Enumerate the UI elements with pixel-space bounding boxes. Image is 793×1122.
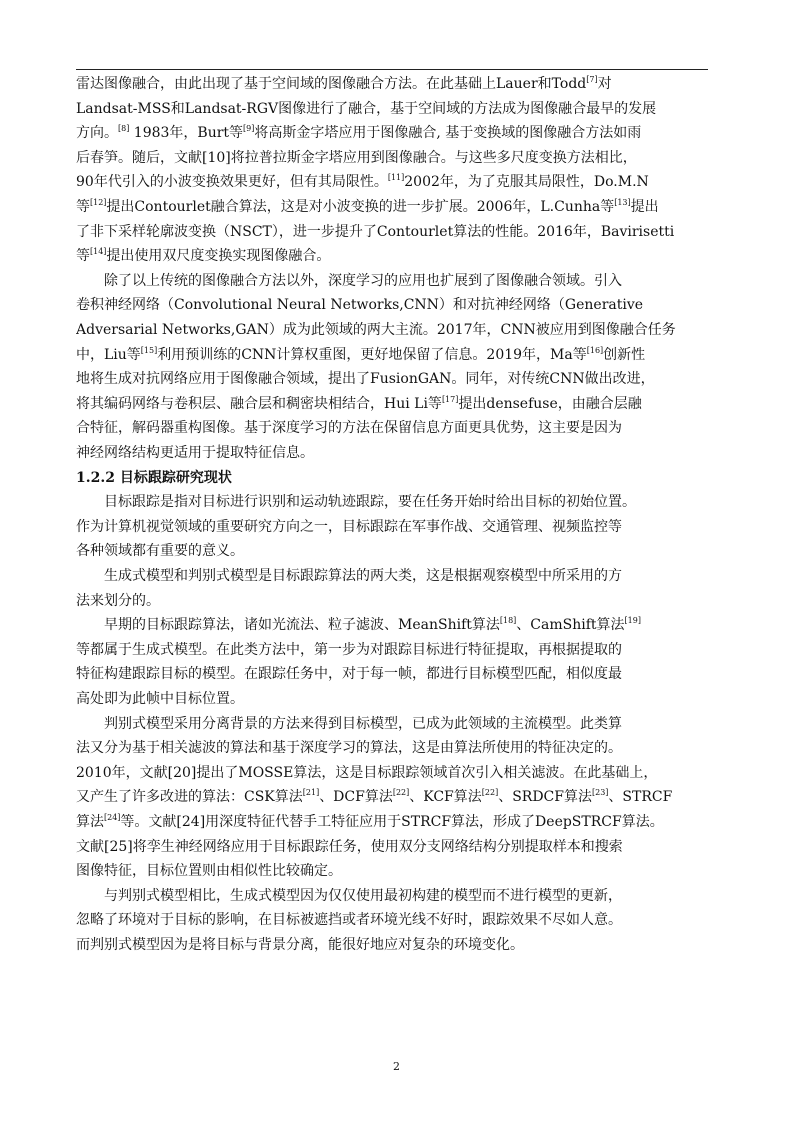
text-run: 法又分为基于相关滤波的算法和基于深度学习的算法，这是由算法所使用的特征决定的。 xyxy=(76,740,622,757)
citation-ref: [16] xyxy=(586,345,604,355)
text-line xyxy=(76,416,708,440)
text-line xyxy=(76,318,708,342)
text-run: 图像特征，目标位置则由相似性比较确定。 xyxy=(76,863,342,880)
text-run: 、KCF算法 xyxy=(409,789,482,806)
text-line xyxy=(76,121,708,145)
section-title: 目标跟踪研究现状 xyxy=(119,469,232,486)
text-line xyxy=(76,810,708,834)
text-run: 了非下采样轮廓波变换（NSCT），进一步提升了Contourlet算法的性能。2016年，Bavirisetti xyxy=(76,223,675,240)
text-run: 忽略了环境对于目标的影响，在目标被遮挡或者环境光线不好时，跟踪效果不尽如人意。 xyxy=(76,912,622,929)
text-run: 除了以上传统的图像融合方法以外，深度学习的应用也扩展到了图像融合领域。引入 xyxy=(104,272,622,289)
text-run: 提出Contourlet融合算法，这是对小波变换的进一步扩展。2006年，L.Cunha等 xyxy=(106,199,615,215)
text-line xyxy=(76,195,708,219)
text-run: 2002年，为了克服其局限性，Do.M.N xyxy=(404,174,649,191)
text-run: Landsat-MSS和Landsat-RGV图像进行了融合，基于空间域的方法成为图像融合最早的发展 xyxy=(76,100,657,117)
text-line xyxy=(76,392,708,416)
citation-ref: [14] xyxy=(90,247,107,257)
page-number: 2 xyxy=(393,1060,400,1073)
text-run: 等 xyxy=(76,199,90,215)
text-run: 等。文献[24]用深度特征代替手工特征应用于STRCF算法，形成了DeepSTRCF算法。 xyxy=(120,814,664,830)
text-run: 2010年，文献[20]提出了MOSSE算法，这是目标跟踪领域首次引入相关滤波。在此基础上， xyxy=(76,764,658,781)
text-line xyxy=(76,367,708,391)
text-line xyxy=(76,441,708,465)
text-run: 文献[25]将孪生神经网络应用于目标跟踪任务，使用双分支网络结构分别提取样本和搜索 xyxy=(76,838,623,855)
text-line xyxy=(76,146,708,170)
text-run: 90年代引入的小波变换效果更好，但有其局限性。 xyxy=(76,174,388,191)
text-run: 生成式模型和判别式模型是目标跟踪算法的两大类，这是根据观察模型中所采用的方 xyxy=(104,568,622,584)
section-number: 1.2.2 xyxy=(76,469,115,486)
citation-ref: [7] xyxy=(586,75,598,84)
text-run: 与判别式模型相比，生成式模型因为仅仅使用最初构建的模型而不进行模型的更新， xyxy=(104,887,622,904)
citation-ref: [24] xyxy=(104,813,121,822)
citation-ref: [21] xyxy=(302,788,320,798)
citation-ref: [23] xyxy=(592,788,609,798)
text-line xyxy=(76,589,708,613)
text-line xyxy=(76,293,708,317)
text-line xyxy=(104,884,708,908)
citation-ref: [13] xyxy=(614,198,631,207)
citation-ref: [22] xyxy=(481,788,499,798)
citation-ref: [18] xyxy=(499,616,517,626)
text-line xyxy=(76,72,708,96)
text-line xyxy=(76,785,708,809)
text-run: 对 xyxy=(597,76,612,92)
text-run: 神经网络结构更适用于提取特征信息。 xyxy=(76,445,314,461)
text-run: 方向。 xyxy=(76,125,118,142)
text-run: 算法 xyxy=(76,814,104,830)
text-line xyxy=(76,662,708,686)
citation-ref: [17] xyxy=(441,394,459,404)
text-line xyxy=(76,687,708,711)
text-run: 合特征，解码器重构图像。基于深度学习的方法在保留信息方面更具优势，这主要是因为 xyxy=(76,420,622,437)
text-run: 提出使用双尺度变换实现图像融合。 xyxy=(106,248,331,265)
text-run: 目标跟踪是指对目标进行识别和运动轨迹跟踪，要在任务开始时给出目标的初始位置。 xyxy=(104,494,636,511)
citation-ref: [11] xyxy=(387,173,405,183)
citation-ref: [15] xyxy=(140,345,158,355)
text-line xyxy=(76,244,708,268)
text-line xyxy=(76,933,708,957)
text-run: 创新性 xyxy=(603,346,646,363)
text-line xyxy=(76,170,708,194)
text-run: 利用预训练的CNN计算权重图，更好地保留了信息。2019年，Ma等 xyxy=(157,346,587,363)
text-run: 卷积神经网络（Convolutional Neural Networks,CNN）和对抗神经网络（Generative xyxy=(76,297,644,314)
text-line xyxy=(76,97,708,121)
text-line xyxy=(76,220,708,244)
text-run: 、SRDCF算法 xyxy=(498,789,592,806)
text-run: 判别式模型采用分离背景的方法来得到目标模型，已成为此领域的主流模型。此类算 xyxy=(104,715,622,732)
citation-ref: [8] xyxy=(118,124,130,134)
text-run: 高处即为此帧中目标位置。 xyxy=(76,691,244,707)
text-run: 将高斯金字塔应用于图像融合, 基于变换域的图像融合方法如雨 xyxy=(254,125,642,142)
citation-ref: [19] xyxy=(624,616,641,626)
text-line xyxy=(76,539,708,563)
text-run: 法来划分的。 xyxy=(76,592,160,609)
text-run: 各种领域都有重要的意义。 xyxy=(76,543,244,560)
text-line xyxy=(104,564,708,588)
text-run: 后春笋。随后，文献[10]将拉普拉斯金字塔应用到图像融合。与这些多尺度变换方法相比， xyxy=(76,149,637,166)
text-run: 将其编码网络与卷积层、融合层和稠密块相结合，Hui Li等 xyxy=(76,395,442,412)
text-run: 又产生了许多改进的算法：CSK算法 xyxy=(76,789,303,806)
citation-ref: [22] xyxy=(392,788,410,798)
text-line xyxy=(76,761,708,785)
text-run: 中，Liu等 xyxy=(76,346,141,363)
text-line xyxy=(104,490,708,514)
text-line xyxy=(76,736,708,760)
text-run: 等 xyxy=(76,248,90,265)
text-run: 早期的目标跟踪算法，诸如光流法、粒子滤波、MeanShift算法 xyxy=(104,617,500,634)
text-line xyxy=(76,638,708,662)
text-line xyxy=(76,515,708,539)
text-run: 1983年，Burt等 xyxy=(129,125,244,142)
text-line xyxy=(104,712,708,736)
text-line xyxy=(104,269,708,293)
text-line xyxy=(76,859,708,883)
citation-ref: [12] xyxy=(90,198,107,207)
text-run: 等都属于生成式模型。在此类方法中，第一步为对跟踪目标进行特征提取，再根据提取的 xyxy=(76,641,622,658)
text-line xyxy=(76,908,708,932)
text-run: 作为计算机视觉领域的重要研究方向之一，目标跟踪在军事作战、交通管理、视频监控等 xyxy=(76,518,622,535)
text-run: 地将生成对抗网络应用于图像融合领域，提出了FusionGAN。同年，对传统CNN做出改进， xyxy=(76,371,655,388)
text-run: 雷达图像融合，由此出现了基于空间域的图像融合方法。在此基础上Lauer和Todd xyxy=(76,76,587,92)
header-rule xyxy=(76,69,708,70)
text-run: 特征构建跟踪目标的模型。在跟踪任务中，对于每一帧，都进行目标模型匹配，相似度最 xyxy=(76,666,622,683)
text-line xyxy=(76,835,708,859)
text-line xyxy=(76,343,708,367)
text-run: 而判别式模型因为是将目标与背景分离，能很好地应对复杂的环境变化。 xyxy=(76,937,524,953)
citation-ref: [9] xyxy=(243,124,255,134)
text-run: 提出 xyxy=(630,199,659,215)
text-run: 提出densefuse，由融合层融 xyxy=(458,395,642,412)
text-run: 、CamShift算法 xyxy=(516,617,625,634)
text-run: 、STRCF xyxy=(608,789,673,806)
section-heading xyxy=(76,466,232,490)
text-run: 、DCF算法 xyxy=(319,789,393,806)
text-line xyxy=(104,613,708,637)
text-run: Adversarial Networks,GAN）成为此领域的两大主流。2017年，CNN被应用到图像融合任务 xyxy=(76,322,676,338)
